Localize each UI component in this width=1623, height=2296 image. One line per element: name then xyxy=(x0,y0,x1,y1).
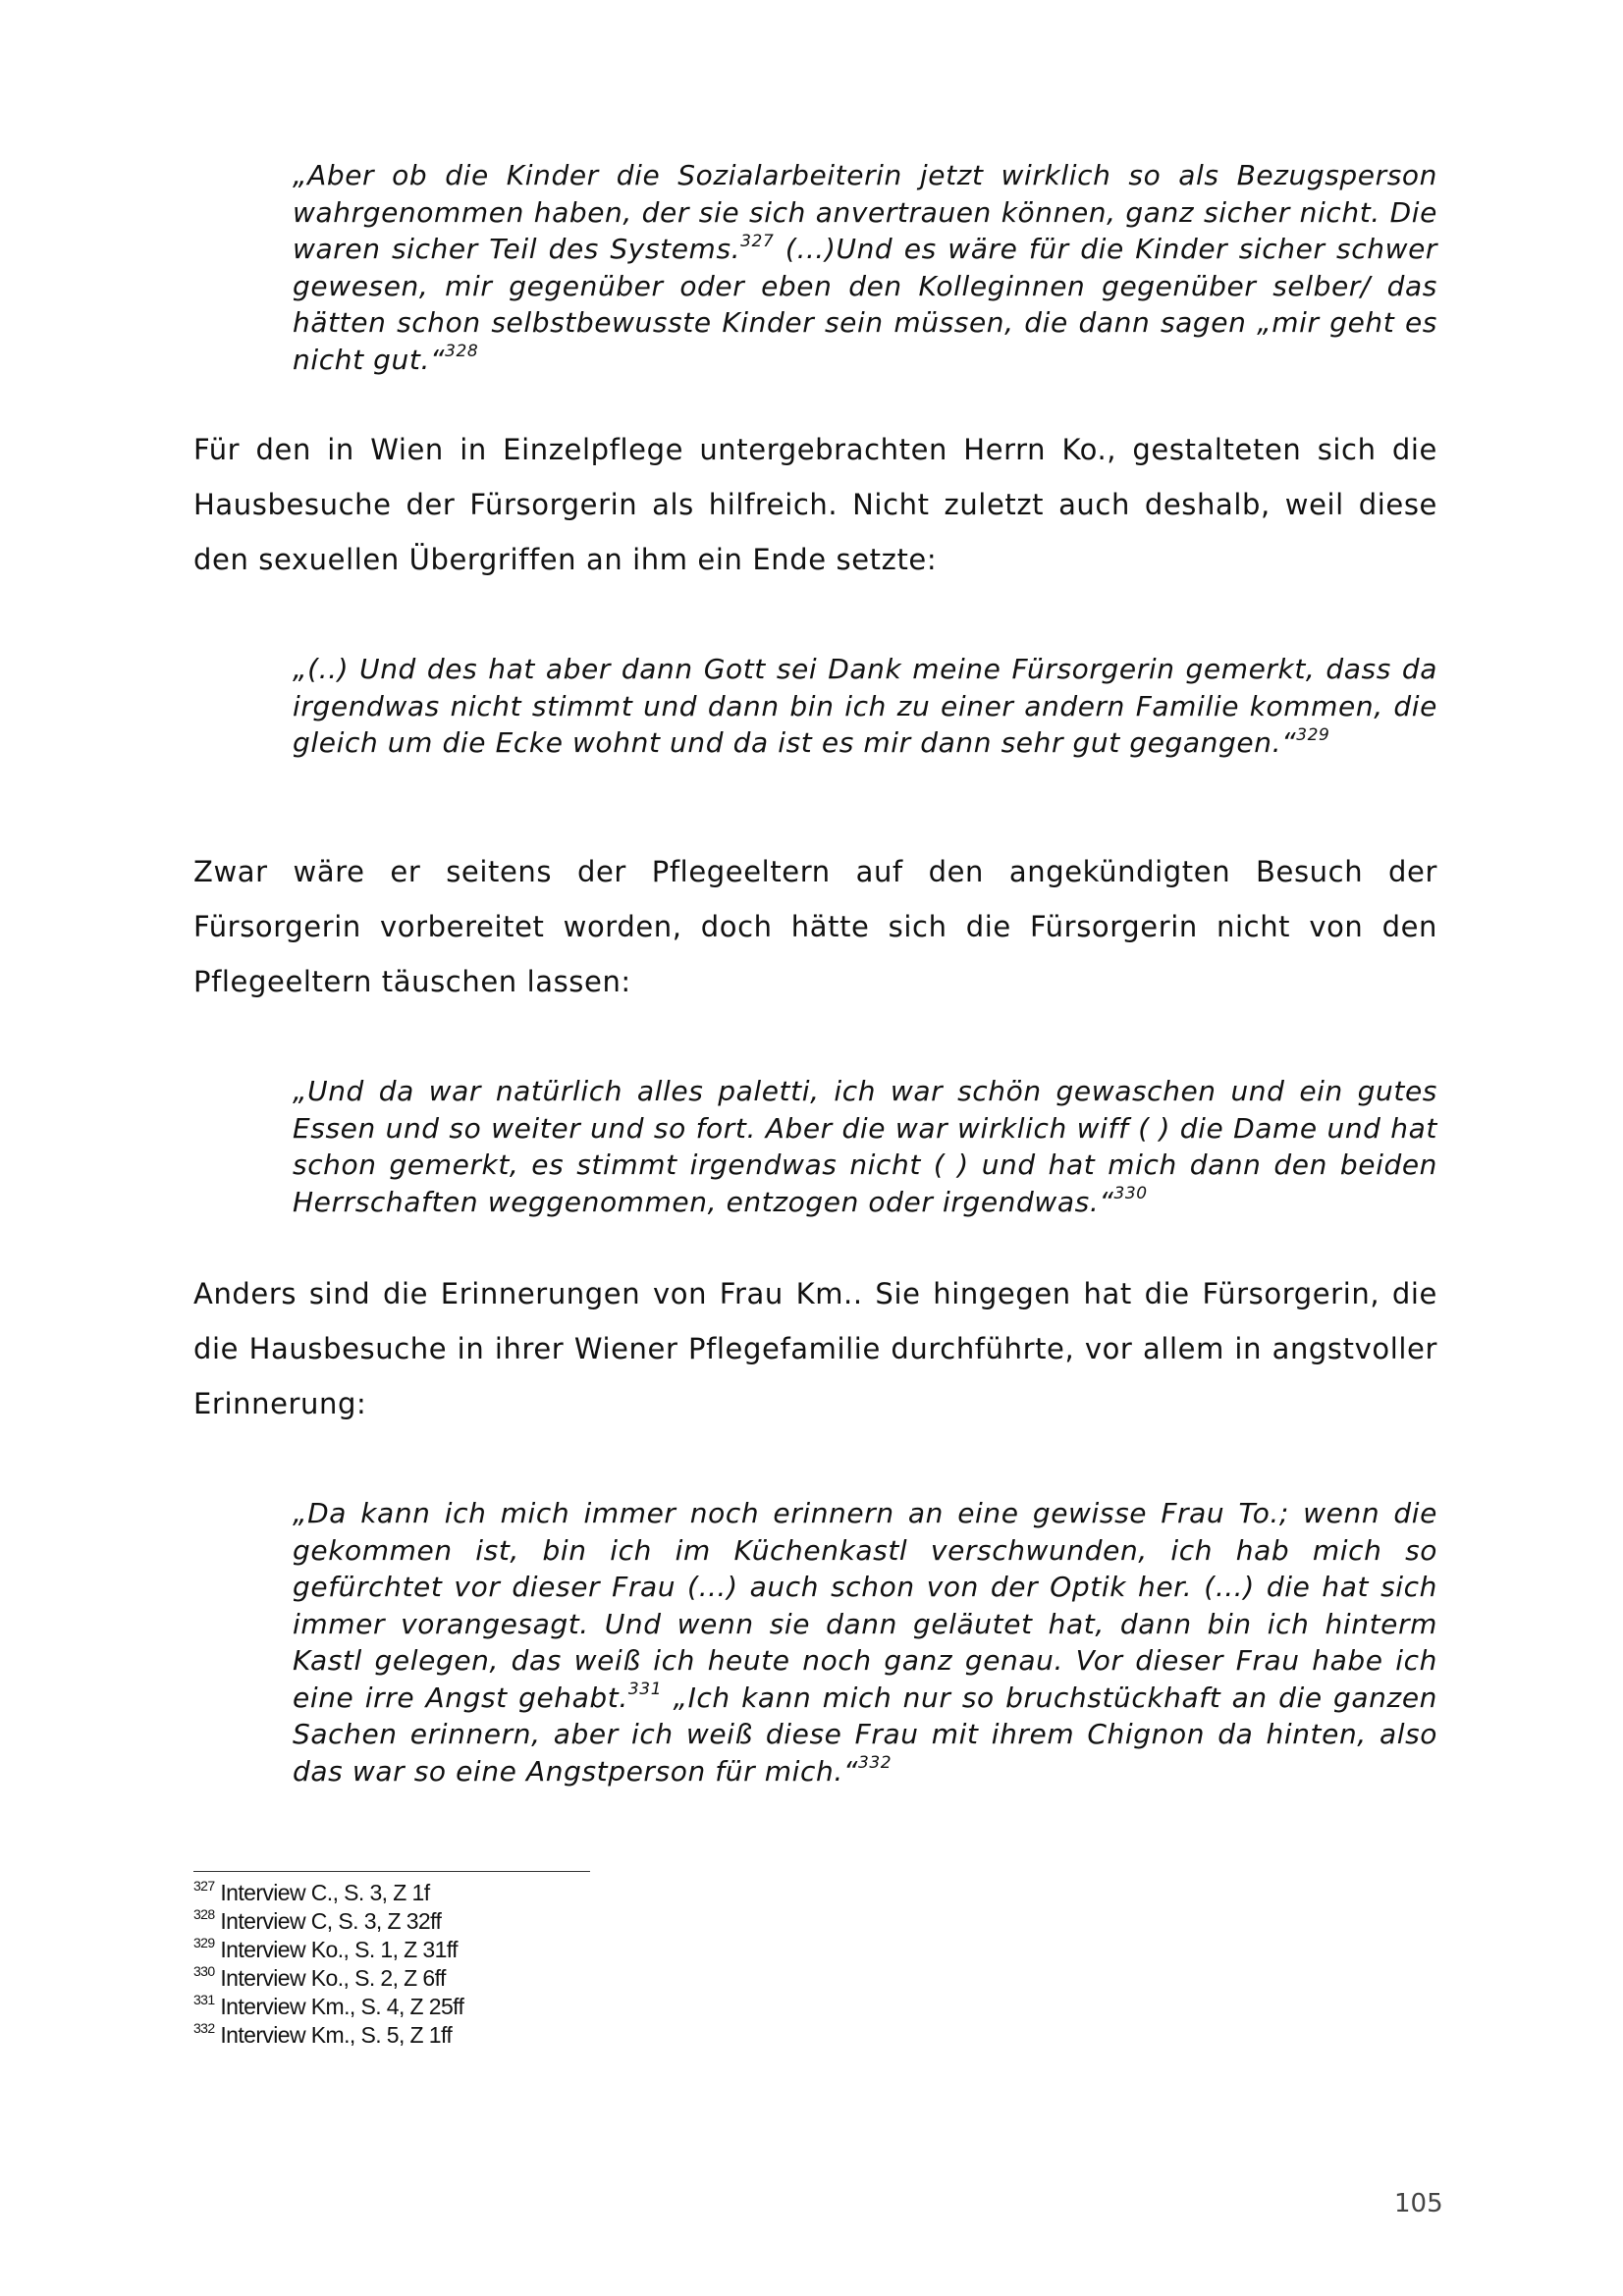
block-quote-3 xyxy=(293,1073,1437,1220)
quote-4-text-b: „Ich kann mich nur so bruchstückhaft an die ganzen Sachen erinnern, aber ich weiß diese Frau mit ihrem Chignon da hinten, also das war so eine Angstperson für mich.“ xyxy=(293,1681,1437,1788)
page-number: 105 xyxy=(1394,2189,1443,2218)
footnote-331 xyxy=(193,1993,463,2021)
body-paragraph-1: Für den in Wien in Einzelpflege untergebrachten Herrn Ko., gestalteten sich die Hausbesuche der Fürsorgerin als hilfreich. Nicht zuletzt auch deshalb, weil diese den sexuellen Übergriffen an ihm ein Ende setzte: xyxy=(193,433,1437,576)
block-quote-4 xyxy=(293,1495,1437,1789)
footnote-328 xyxy=(193,1907,463,1936)
footnote-ref-327[interactable]: 327 xyxy=(740,231,775,251)
footnote-number: 330 xyxy=(193,1963,215,1980)
footnote-ref-330[interactable]: 330 xyxy=(1113,1184,1148,1204)
body-paragraph-3: Anders sind die Erinnerungen von Frau Km.. Sie hingegen hat die Fürsorgerin, die die Hausbesuche in ihrer Wiener Pflegefamilie durchführte, vor allem in angstvoller Erinnerung: xyxy=(193,1277,1437,1420)
footnote-ref-328[interactable]: 328 xyxy=(445,342,479,362)
footnote-number: 332 xyxy=(193,2020,215,2037)
quote-2-text: „(..) Und des hat aber dann Gott sei Dank meine Fürsorgerin gemerkt, dass da irgendwas nicht stimmt und dann bin ich zu einer andern Familie kommen, die gleich um die Ecke wohnt und da ist es mir dann sehr gut gegangen.“ xyxy=(293,653,1437,759)
footnote-separator xyxy=(193,1871,590,1872)
footnote-327 xyxy=(193,1879,463,1907)
quote-1-text-b: (…)Und es wäre für die Kinder sicher schwer gewesen, mir gegenüber oder eben den Kolleginnen gegenüber selber/ das hätten schon selbstbewusste Kinder sein müssen, die dann sagen „mir geht es nicht gut.“ xyxy=(293,233,1438,376)
footnote-332 xyxy=(193,2021,463,2050)
footnote-ref-331[interactable]: 331 xyxy=(627,1680,663,1700)
block-quote-2 xyxy=(293,651,1437,762)
footnote-ref-329[interactable]: 329 xyxy=(1296,724,1330,745)
footnote-number: 331 xyxy=(193,1992,215,2008)
footnote-text: Interview C., S. 3, Z 1f xyxy=(220,1880,430,1905)
footnote-number: 328 xyxy=(193,1906,215,1923)
block-quote-1 xyxy=(293,157,1437,378)
footnote-text: Interview C, S. 3, Z 32ff xyxy=(220,1908,442,1934)
footnotes xyxy=(193,1879,463,2050)
body-paragraph-2: Zwar wäre er seitens der Pflegeeltern auf den angekündigten Besuch der Fürsorgerin vorbereitet worden, doch hätte sich die Fürsorgerin nicht von den Pflegeeltern täuschen lassen: xyxy=(193,855,1437,998)
quote-3-text: „Und da war natürlich alles paletti, ich war schön gewaschen und ein gutes Essen und so weiter und so fort. Aber die war wirklich wiff ( ) die Dame und hat schon gemerkt, es stimmt irgendwas nicht ( ) und hat mich dann den beiden Herrschaften weggenommen, entzogen oder irgendwas.“ xyxy=(293,1075,1437,1218)
footnote-text: Interview Ko., S. 2, Z 6ff xyxy=(220,1965,446,1991)
footnote-330 xyxy=(193,1964,463,1993)
footnote-number: 329 xyxy=(193,1935,215,1951)
quote-1-text-a: „Aber ob die Kinder die Sozialarbeiterin jetzt wirklich so als Bezugsperson wahrgenommen haben, der sie sich anvertrauen können, ganz sicher nicht. Die waren sicher Teil des Systems. xyxy=(293,159,1437,265)
footnote-329 xyxy=(193,1936,463,1964)
quote-4-text-a: „Da kann ich mich immer noch erinnern an eine gewisse Frau To.; wenn die gekommen ist, bin ich im Küchenkastl verschwunden, ich hab mich so gefürchtet vor dieser Frau (…) auch schon von der Optik her. (…) die hat sich immer vorangesagt. Und wenn sie dann geläutet hat, dann bin ich hinterm Kastl gelegen, das weiß ich heute noch ganz genau. Vor dieser Frau habe ich eine irre Angst gehabt. xyxy=(293,1497,1437,1714)
footnote-text: Interview Ko., S. 1, Z 31ff xyxy=(220,1937,458,1962)
footnote-number: 327 xyxy=(193,1878,215,1895)
footnote-text: Interview Km., S. 5, Z 1ff xyxy=(220,2022,453,2048)
footnote-ref-332[interactable]: 332 xyxy=(857,1753,893,1774)
footnote-text: Interview Km., S. 4, Z 25ff xyxy=(220,1994,464,2019)
